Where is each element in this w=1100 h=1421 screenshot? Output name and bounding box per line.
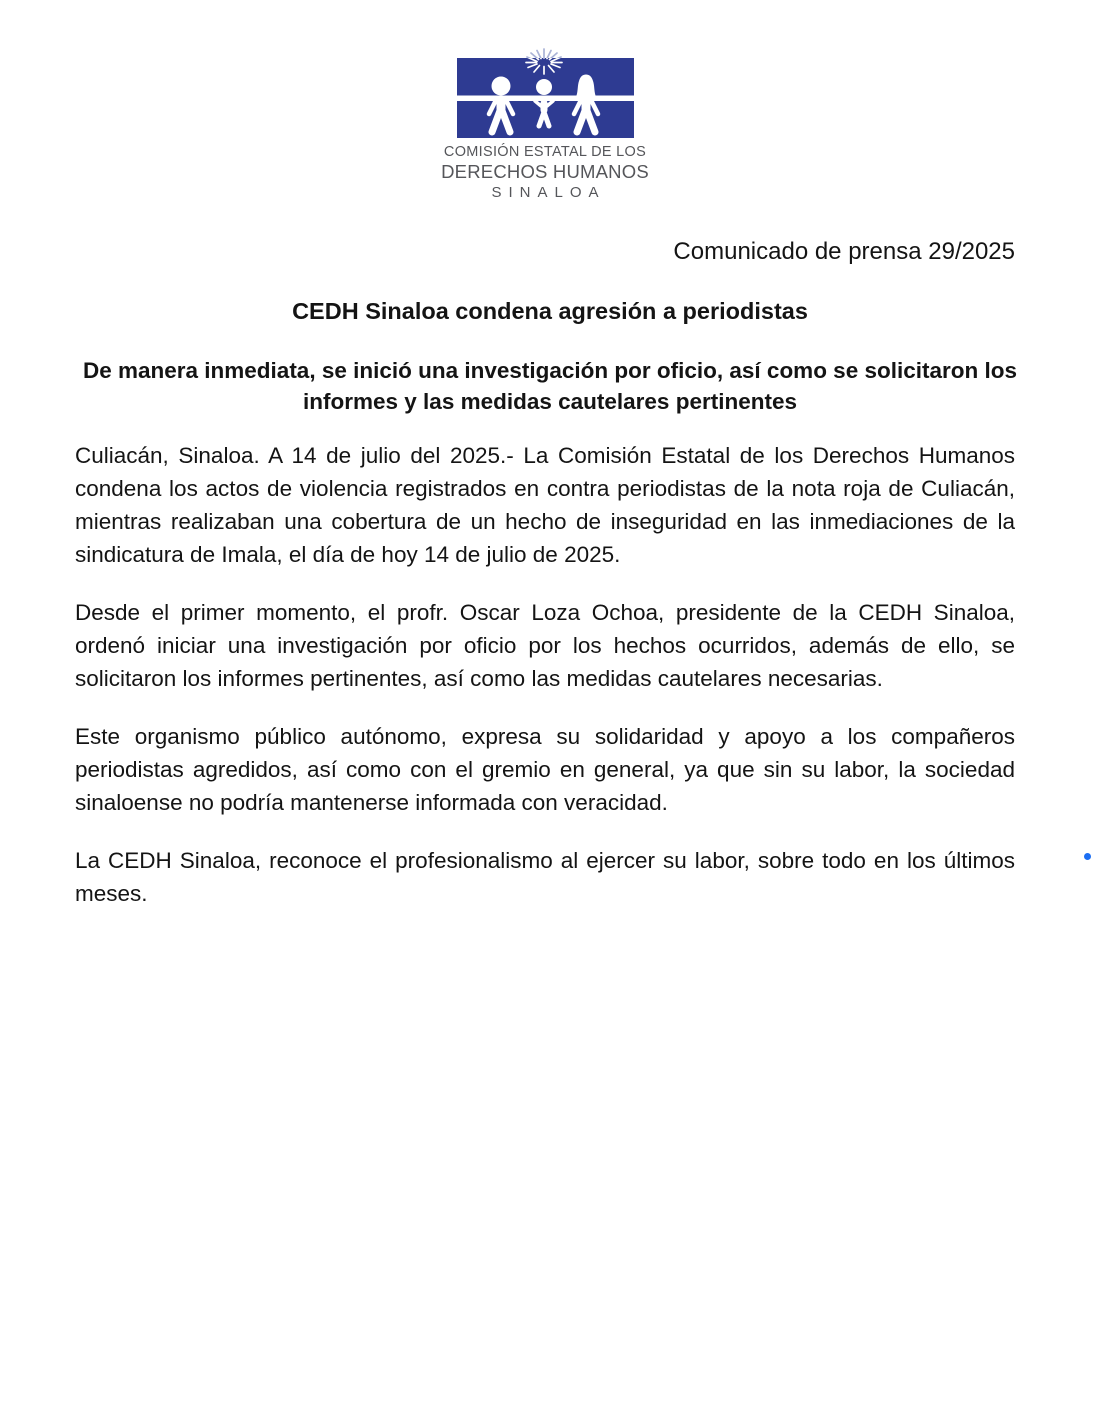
press-release-body	[0, 439, 1100, 910]
body-paragraph-2: Desde el primer momento, el profr. Oscar Loza Ochoa, presidente de la CEDH Sinaloa, ordenó iniciar una investigación por oficio por los hechos ocurridos, además de ello, se solicitaron los informes pertinentes, así como las medidas cautelares necesarias.	[75, 600, 1015, 691]
logo-org-name-line3: SINALOA	[491, 184, 606, 201]
cedh-logo-graphic	[457, 46, 634, 138]
body-paragraph-3: Este organismo público autónomo, expresa su solidaridad y apoyo a los compañeros periodistas agredidos, así como con el gremio en general, ya que sin su labor, la sociedad sinaloense no podría mantenerse informada con veracidad.	[75, 724, 1015, 815]
press-release-subtitle: De manera inmediata, se inició una investigación por oficio, así como se solicitaron los informes y las medidas cautelares pertinentes	[82, 358, 1017, 414]
cedh-logo	[385, 46, 705, 201]
document-page	[0, 46, 1100, 1421]
body-paragraph-4: La CEDH Sinaloa, reconoce el profesionalismo al ejercer su labor, sobre todo en los últimos meses.	[75, 848, 1015, 906]
press-release-title: CEDH Sinaloa condena agresión a periodistas	[292, 298, 808, 324]
logo-org-name-line1: COMISIÓN ESTATAL DE LOS	[443, 144, 647, 160]
body-paragraph-1: Culiacán, Sinaloa. A 14 de julio del 2025.- La Comisión Estatal de los Derechos Humanos condena los actos de violencia registrados en contra periodistas de la nota roja de Culiacán, mientras realizaban una cobertura de un hecho de inseguridad en las inmediaciones de la sindicatura de Imala, el día de hoy 14 de julio de 2025.	[75, 443, 1015, 567]
press-release-number: Comunicado de prensa 29/2025	[673, 238, 1015, 265]
annotation-dot	[1084, 853, 1091, 860]
logo-org-name-line2: DERECHOS HUMANOS	[441, 161, 649, 182]
